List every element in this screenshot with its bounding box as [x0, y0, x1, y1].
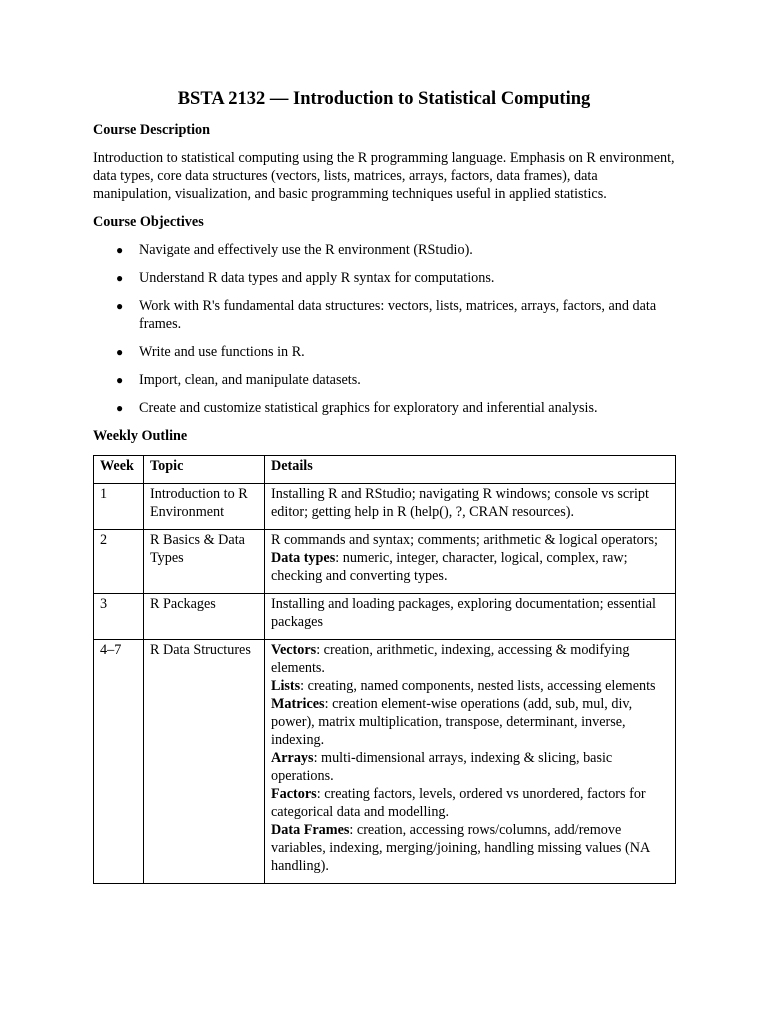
week-cell: 1 [94, 484, 144, 530]
structure-term: Data Frames [271, 822, 350, 838]
topic-cell: R Basics & Data Types [144, 530, 265, 594]
structure-entry-matrices [271, 695, 669, 749]
objective-item [93, 241, 675, 259]
objective-item [93, 371, 675, 389]
topic-cell: Introduction to R Environment [144, 484, 265, 530]
details-cell: Installing R and RStudio; navigating R windows; console vs script editor; getting help in R (help(), ?, CRAN resources). [265, 484, 676, 530]
table-row [94, 530, 676, 594]
objective-item [93, 297, 675, 333]
structure-text: : creating, named components, nested lists, accessing elements [300, 678, 656, 694]
structure-term: Lists [271, 678, 301, 694]
week-cell: 3 [94, 594, 144, 640]
details-text: : numeric, integer, character, logical, complex, raw; checking and converting types. [271, 550, 628, 584]
objective-item [93, 269, 675, 287]
structure-text: : multi-dimensional arrays, indexing & slicing, basic operations. [271, 750, 613, 784]
table-row [94, 484, 676, 530]
objectives-list [93, 241, 675, 417]
table-row [94, 640, 676, 884]
header-details: Details [265, 456, 676, 484]
bullet-icon: ● [116, 243, 124, 257]
objective-text: Work with R's fundamental data structures: vectors, lists, matrices, arrays, factors, and data frames. [139, 298, 657, 332]
bullet-icon: ● [116, 345, 124, 359]
structure-term: Factors [271, 786, 317, 802]
structure-text: : creating factors, levels, ordered vs unordered, factors for categorical data and modelling. [271, 786, 646, 820]
table-row [94, 594, 676, 640]
bullet-icon: ● [116, 271, 124, 285]
objective-text: Import, clean, and manipulate datasets. [139, 372, 361, 388]
details-cell: Installing and loading packages, exploring documentation; essential packages [265, 594, 676, 640]
week-cell: 4–7 [94, 640, 144, 884]
week-cell: 2 [94, 530, 144, 594]
structure-term: Vectors [271, 642, 317, 658]
objective-text: Create and customize statistical graphics for exploratory and inferential analysis. [139, 400, 598, 416]
structure-term: Arrays [271, 750, 314, 766]
document-page [93, 86, 675, 884]
course-description-text: Introduction to statistical computing using the R programming language. Emphasis on R environment, data types, core data structures (vectors, lists, matrices, arrays, factors, data frames), data manipulation, visualization, and basic programming techniques useful in applied statistics. [93, 150, 675, 202]
structure-entry-factors [271, 785, 669, 821]
structure-text: : creation, accessing rows/columns, add/remove variables, indexing, merging/joining, handling missing values (NA handling). [271, 822, 650, 874]
details-term: Data types [271, 550, 336, 566]
objective-text: Understand R data types and apply R syntax for computations. [139, 270, 495, 286]
bullet-icon: ● [116, 373, 124, 387]
details-text: R commands and syntax; comments; arithmetic & logical operators; [271, 532, 658, 548]
table-header-row [94, 456, 676, 484]
structure-entry-data-frames [271, 821, 669, 875]
weekly-outline-table [93, 455, 676, 884]
objective-text: Write and use functions in R. [139, 344, 305, 360]
bullet-icon: ● [116, 299, 124, 313]
topic-cell: R Data Structures [144, 640, 265, 884]
course-description-heading: Course Description [93, 122, 211, 138]
weekly-outline-heading: Weekly Outline [93, 428, 188, 444]
structure-text: : creation element-wise operations (add, sub, mul, div, power), matrix multiplication, transpose, determinant, inverse, indexing. [271, 696, 633, 748]
objective-item [93, 399, 675, 417]
objective-text: Navigate and effectively use the R environment (RStudio). [139, 242, 473, 258]
topic-cell: R Packages [144, 594, 265, 640]
objective-item [93, 343, 675, 361]
header-week: Week [94, 456, 144, 484]
structure-term: Matrices [271, 696, 325, 712]
structure-entry-lists [271, 677, 669, 695]
document-title: BSTA 2132 — Introduction to Statistical Computing [177, 89, 591, 109]
structure-text: : creation, arithmetic, indexing, accessing & modifying elements. [271, 642, 630, 676]
header-topic: Topic [144, 456, 265, 484]
details-cell [265, 530, 676, 594]
structure-entry-arrays [271, 749, 669, 785]
bullet-icon: ● [116, 401, 124, 415]
details-cell [265, 640, 676, 884]
course-objectives-heading: Course Objectives [93, 214, 204, 230]
structure-entry-vectors [271, 641, 669, 677]
